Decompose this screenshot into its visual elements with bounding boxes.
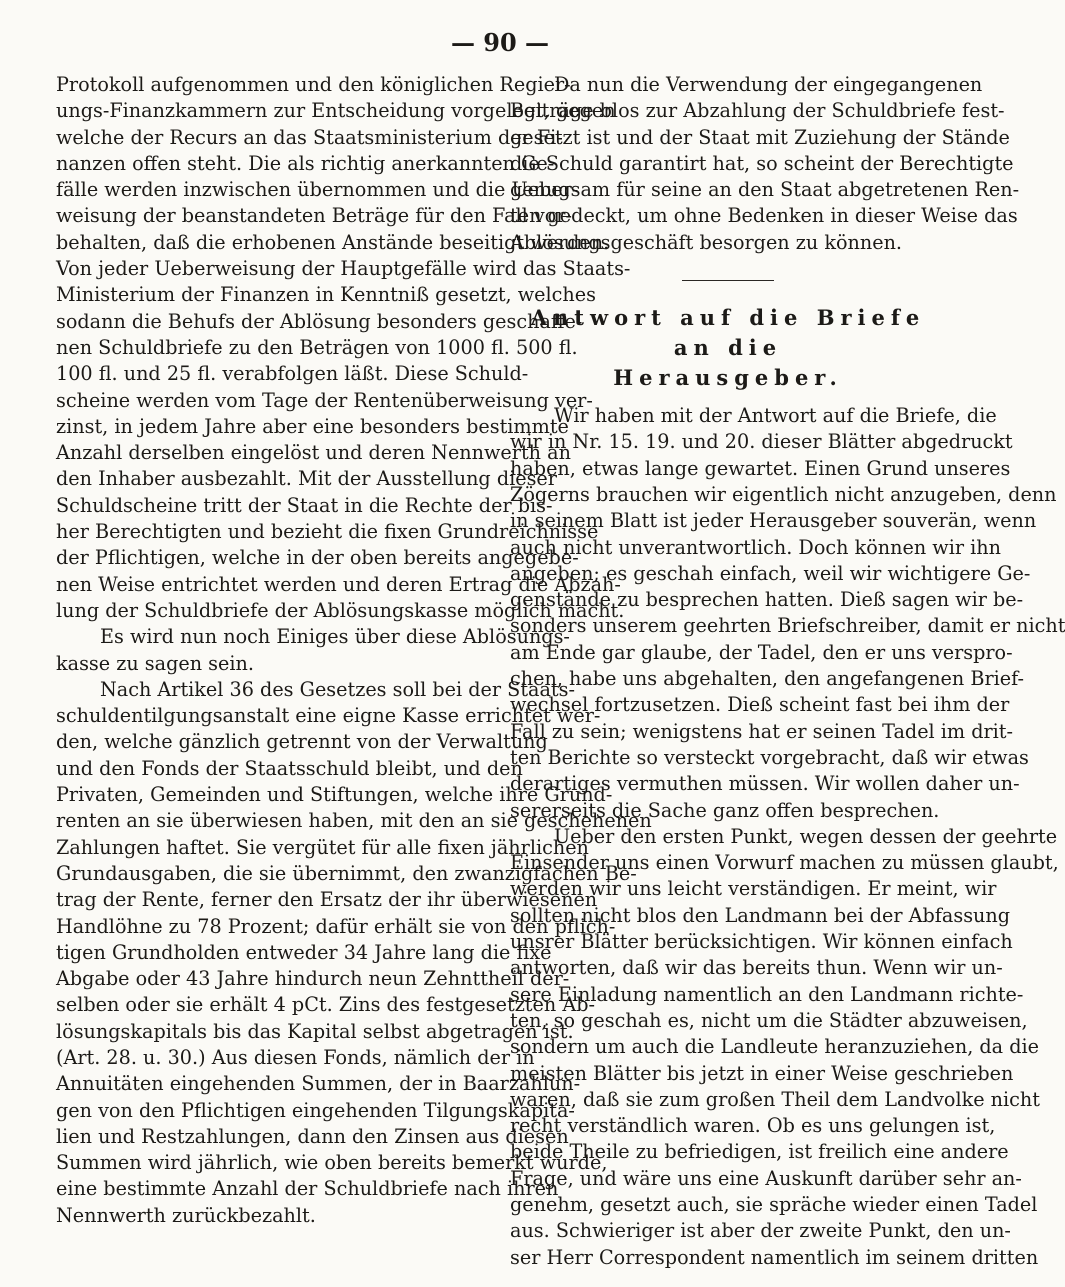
text-line: scheine werden vom Tage der Rentenüberweisung ver- — [56, 388, 593, 412]
text-line: Da nun die Verwendung der eingegangenen — [554, 73, 983, 96]
text-line: ten gedeckt, um ohne Bedenken in dieser Weise das — [510, 204, 1018, 228]
section-divider — [682, 280, 774, 281]
text-line: 100 fl. und 25 fl. verabfolgen läßt. Diese Schuld- — [56, 362, 529, 386]
text-line: derartiges vermuthen müssen. Wir wollen daher un- — [510, 772, 1020, 796]
text-line: am Ende gar glaube, der Tadel, den er uns versprо- — [510, 640, 1013, 664]
text-line: Ablösungsgeschäft besorgen zu können. — [510, 230, 903, 254]
text-line: chen, habe uns abgehalten, den angefangenen Brief- — [510, 667, 1025, 691]
text-line: Ministerium der Finanzen in Kenntniß gesetzt, welches — [56, 283, 596, 307]
text-line: Anzahl derselben eingelöst und deren Nennwerth an — [56, 441, 571, 465]
text-line: die Schuld garantirt hat, so scheint der Berechtigte — [510, 151, 1014, 175]
text-line: Nach Artikel 36 des Gesetzes soll bei der Staats- — [100, 677, 575, 701]
text-line: genehm, gesetzt auch, sie spräche wieder einen Tadel — [510, 1192, 1038, 1216]
text-line: Einsender uns einen Vorwurf machen zu müssen glaubt, — [510, 851, 1059, 875]
text-line: auch nicht unverantwortlich. Doch können wir ihn — [510, 535, 1001, 559]
text-line: Grundausgaben, die sie übernimmt, den zwanzigfachen Be- — [56, 861, 637, 885]
text-line: und den Fonds der Staatsschuld bleibt, und den — [56, 756, 523, 780]
text-line: den, welche gänzlich getrennt von der Verwaltung — [56, 730, 548, 754]
text-line: gesetzt ist und der Staat mit Zuziehung der Stände — [510, 125, 1010, 149]
text-line: Ueber den ersten Punkt, wegen dessen der geehrte — [554, 824, 1058, 848]
text-line: lien und Restzahlungen, dann den Zinsen aus diesen — [56, 1124, 569, 1148]
text-line: Protokoll aufgenommen und den königlichen Regier- — [56, 73, 571, 96]
text-line: kasse zu sagen sein. — [56, 651, 254, 675]
text-line: nen Schuldbriefe zu den Beträgen von 1000 fl. 500 fl. — [56, 335, 578, 359]
text-line: selben oder sie erhält 4 pCt. Zins des festgesetzten Ab- — [56, 993, 595, 1017]
text-line: Von jeder Ueberweisung der Hauptgefälle wird das Staats- — [56, 257, 631, 281]
text-line: welche der Recurs an das Staatsministerium der Fi- — [56, 125, 563, 149]
text-line: sere Einladung namentlich an den Landmann richte- — [510, 982, 1024, 1006]
text-line: genugsam für seine an den Staat abgetretenen Ren- — [510, 178, 1020, 202]
text-line: nen Weise entrichtet werden und deren Ertrag die Abzah- — [56, 572, 621, 596]
article-heading-line-2: Herausgeber. — [613, 365, 843, 391]
text-line: Summen wird jährlich, wie oben bereits bemerkt wurde, — [56, 1151, 608, 1175]
text-line: Privaten, Gemeinden und Stiftungen, welche ihre Grund- — [56, 783, 613, 807]
article-heading-line-1: Antwort auf die Briefe an die — [530, 305, 926, 361]
text-line: (Art. 28. u. 30.) Aus diesen Fonds, nämlich der in — [56, 1045, 535, 1069]
text-line: schuldentilgungsanstalt eine eigne Kasse errichtet wer- — [56, 704, 601, 728]
text-line: ser Herr Correspondent namentlich im seinem dritten — [510, 1245, 1039, 1269]
text-line: in seinem Blatt ist jeder Herausgeber souverän, wenn — [510, 509, 1037, 533]
text-line: Handlöhne zu 78 Prozent; dafür erhält sie von den pflich- — [56, 914, 616, 938]
text-line: zinst, in jedem Jahre aber eine besonders bestimmte — [56, 414, 569, 438]
right-column-intro-paragraph — [510, 72, 1020, 256]
text-line: unsrer Blätter berücksichtigen. Wir können einfach — [510, 930, 1013, 954]
text-line: recht verständlich waren. Ob es uns gelungen ist, — [510, 1114, 996, 1138]
text-line: sonders unserem geehrten Briefschreiber, damit er nicht — [510, 614, 1065, 638]
text-line: Wir haben mit der Antwort auf die Briefe, die — [554, 404, 997, 428]
text-line: antworten, daß wir das bereits thun. Wenn wir un- — [510, 956, 1003, 980]
text-line: tigen Grundholden entweder 34 Jahre lang die fixe — [56, 940, 552, 964]
right-column-article-body — [510, 403, 1065, 1271]
left-column — [56, 72, 652, 1229]
text-line: werden wir uns leicht verständigen. Er meint, wir — [510, 877, 997, 901]
text-line: wechsel fortzusetzen. Dieß scheint fast bei ihm der — [510, 693, 1010, 717]
text-line: her Berechtigten und bezieht die fixen Grundreichnisse — [56, 520, 599, 544]
text-line: Frage, und wäre uns eine Auskunft darüber sehr an- — [510, 1166, 1022, 1190]
text-line: Zögerns brauchen wir eigentlich nicht anzugeben, denn — [510, 482, 1057, 506]
text-line: wir in Nr. 15. 19. und 20. dieser Blätter abgedruckt — [510, 430, 1013, 454]
text-line: Fall zu sein; wenigstens hat er seinen Tadel im drit- — [510, 719, 1013, 743]
text-line: der Pflichtigen, welche in der oben bereits angegebe- — [56, 546, 579, 570]
text-line: ten Berichte so versteckt vorgebracht, daß wir etwas — [510, 745, 1029, 769]
text-line: trag der Rente, ferner den Ersatz der ihr überwiesenen — [56, 888, 598, 912]
article-heading — [510, 303, 946, 393]
text-line: lung der Schuldbriefe der Ablösungskasse möglich macht. — [56, 598, 625, 622]
text-line: genstände zu besprechen hatten. Dieß sagen wir be- — [510, 588, 1024, 612]
text-line: sererseits die Sache ganz offen besprechen. — [510, 798, 940, 822]
text-line: ungs-Finanzkammern zur Entscheidung vorgelegt, gegen — [56, 99, 616, 123]
text-line: eine bestimmte Anzahl der Schuldbriefe nach ihren — [56, 1177, 559, 1201]
text-line: Schuldscheine tritt der Staat in die Rechte der bis- — [56, 493, 553, 517]
text-line: waren, daß sie zum großen Theil dem Landvolke nicht — [510, 1087, 1040, 1111]
text-line: Es wird nun noch Einiges über diese Ablösungs- — [100, 625, 570, 649]
text-line: Zahlungen haftet. Sie vergütet für alle fixen jährlichen — [56, 835, 589, 859]
text-line: beide Theile zu befriedigen, ist freilich eine andere — [510, 1140, 1009, 1164]
text-line: fälle werden inzwischen übernommen und die Ueber- — [56, 178, 579, 202]
text-line: renten an sie überwiesen haben, mit den an sie geschehenen — [56, 809, 652, 833]
text-line: haben, etwas lange gewartet. Einen Grund unseres — [510, 456, 1011, 480]
text-line: Abgabe oder 43 Jahre hindurch neun Zehnttheil der- — [56, 967, 570, 991]
text-line: ten, so geschah es, nicht um die Städter abzuweisen, — [510, 1008, 1028, 1032]
text-line: nanzen offen steht. Die als richtig anerkannten Ge- — [56, 151, 555, 175]
text-line: aus. Schwieriger ist aber der zweite Punkt, den un- — [510, 1219, 1011, 1243]
text-line: behalten, daß die erhobenen Anstände beseitigt werden. — [56, 230, 610, 254]
text-line: weisung der beanstandeten Beträge für den Fall vor- — [56, 204, 572, 228]
text-line: angeben; es geschah einfach, weil wir wichtigere Ge- — [510, 561, 1031, 585]
text-line: sondern um auch die Landleute heranzuziehen, da die — [510, 1035, 1039, 1059]
text-line: sollten nicht blos den Landmann bei der Abfassung — [510, 903, 1011, 927]
text-line: Annuitäten eingehenden Summen, der in Baarzahlun- — [56, 1072, 581, 1096]
text-line: den Inhaber ausbezahlt. Mit der Ausstellung dieser — [56, 467, 557, 491]
text-line: meisten Blätter bis jetzt in einer Weise geschrieben — [510, 1061, 1014, 1085]
text-line: lösungskapitals bis das Kapital selbst abgetragen ist. — [56, 1019, 574, 1043]
text-line: gen von den Pflichtigen eingehenden Tilgungskapita- — [56, 1098, 575, 1122]
page-number: — 90 — — [450, 28, 550, 57]
text-line: sodann die Behufs der Ablösung besonders geschaffe- — [56, 309, 583, 333]
text-line: Beiträge blos zur Abzahlung der Schuldbriefe fest- — [510, 99, 1005, 123]
right-column — [510, 72, 1065, 1271]
text-line: Nennwerth zurückbezahlt. — [56, 1203, 316, 1227]
